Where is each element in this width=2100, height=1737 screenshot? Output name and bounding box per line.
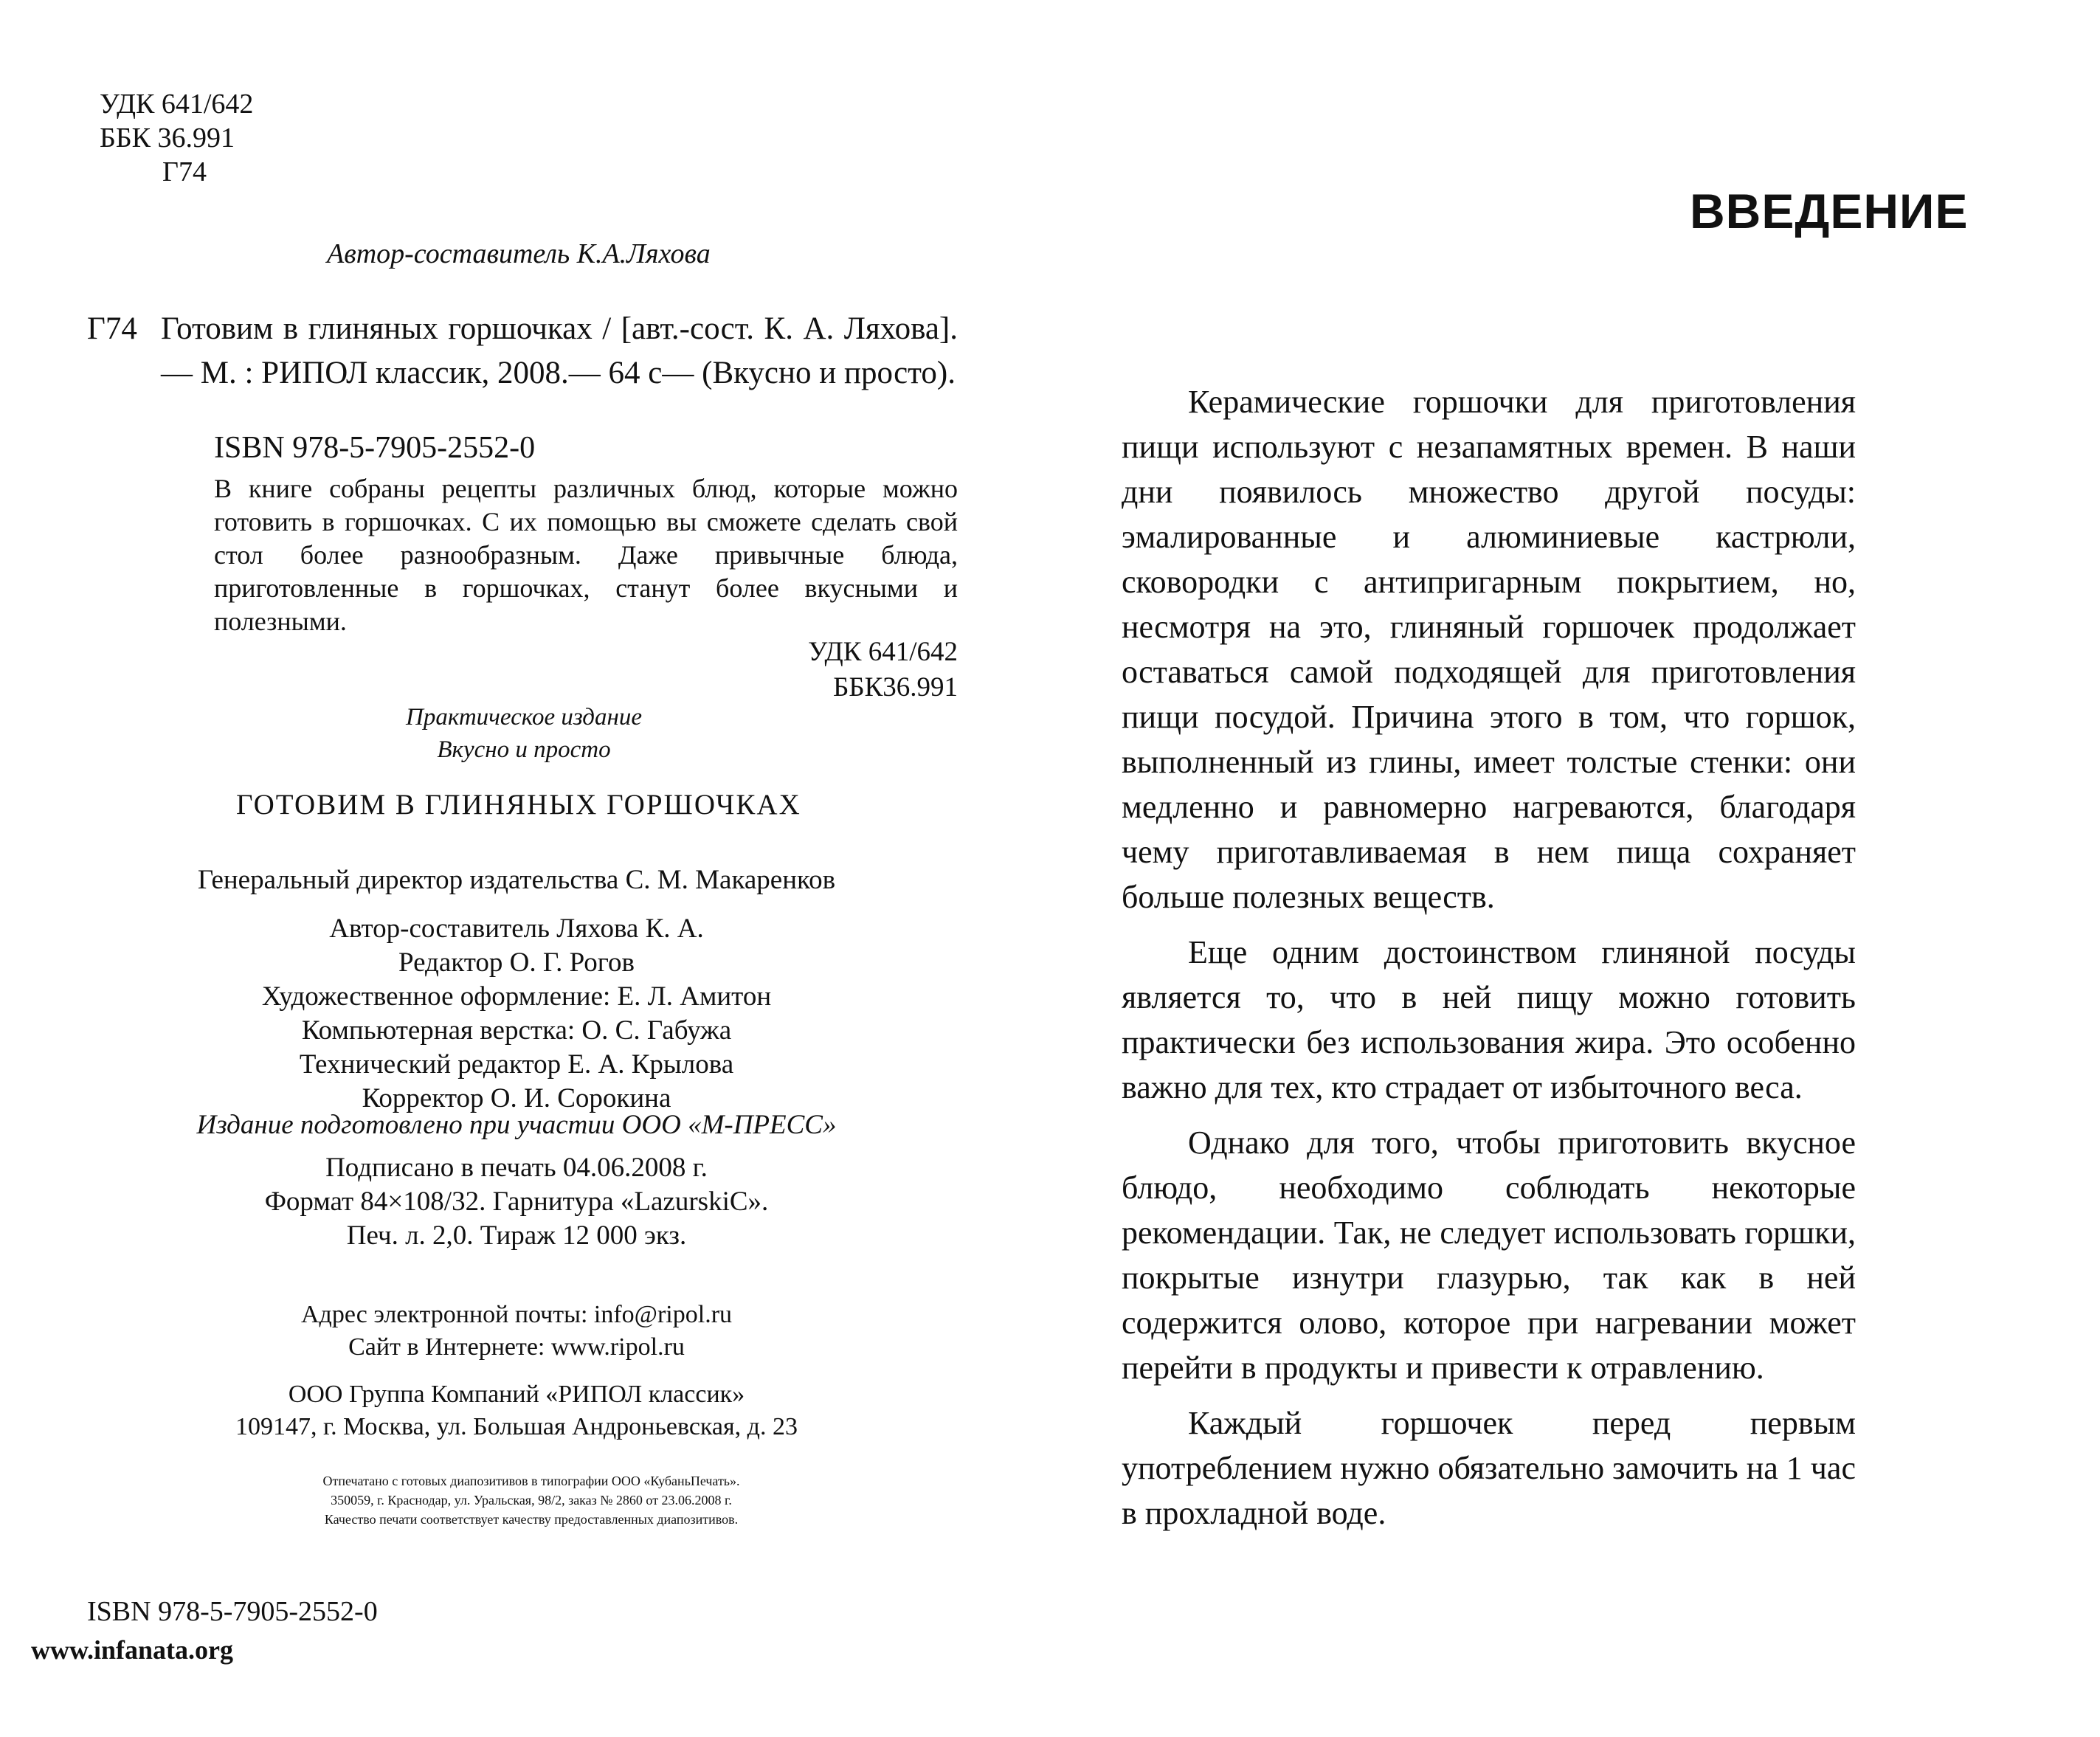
staff-list [148,912,885,1116]
staff-line: Автор-составитель Ляхова К. А. [329,914,704,944]
udk-right-line: УДК 641/642 [808,637,958,667]
paragraph: Еще одним достоинством глиняной посуды является то, что в ней пищу можно готовить практически без использования жира. Это особенно важно для тех, кто страдает от избыточного веса. [1122,934,1856,1105]
staff-line: Технический редактор Е. А. Крылова [299,1049,734,1080]
contacts [148,1299,885,1364]
printing-line: Отпечатано с готовых диапозитивов в типографии ООО «КубаньПечать». [322,1474,740,1488]
biblio-code: Г74 [87,311,137,346]
edition-type-line: Практическое издание [406,704,642,731]
paragraph: Керамические горшочки для приготовления пищи используют с незапамятных времен. В наши дни появилось множество другой посуды: эмалированные и алюминиевые кастрюли, сковородки с антипригарным покрытием, но, несмотря на это, глиняный горшочек продолжает оставаться самой подходящей для приготовления пищи посудой. Причина этого в том, что горшок, выполненный из глины, имеет толстые стенки: они медленно и равномерно нагреваются, благодаря чему приготавливаемая в нем пища сохраняет больше полезных веществ. [1122,384,1856,915]
director-line [148,863,885,897]
classification-codes [100,87,253,189]
paragraph: Однако для того, чтобы приготовить вкусное блюдо, необходимо соблюдать некоторые рекомендации. Так, не следует использовать горшки, покрытые изнутри глазурью, так как в ней содержится олово, которое при нагревании может перейти в продукты и привести к отравлению. [1122,1125,1856,1386]
author-sign: Г74 [162,156,207,187]
site-watermark: www.infanata.org [31,1635,234,1665]
print-info [148,1151,885,1253]
printing-note [266,1471,797,1529]
book-title: ГОТОВИМ В ГЛИНЯНЫХ ГОРШОЧКАХ [236,789,801,821]
author-compiler: Автор-составитель К.А.Ляхова [327,238,711,269]
page-title: ВВЕДЕНИЕ [1690,184,1969,238]
isbn: ISBN 978-5-7905-2552-0 [214,431,536,465]
publisher-address: 109147, г. Москва, ул. Большая Андроньевская, д. 23 [235,1413,798,1440]
staff-line: Компьютерная верстка: О. С. Габужа [301,1015,732,1046]
series-name: Вкусно и просто [437,736,611,763]
udk-code: УДК 641/642 [100,89,254,120]
annotation: В книге собраны рецепты различных блюд, которые можно готовить в горшочках. С их помощью вы сможете сделать свой стол более разнообразным. Даже привычные блюда, приготовленные в горшочках, станут более вкусными и полезными. [214,474,958,636]
director: Генеральный директор издательства С. М. Макаренков [197,865,836,895]
prepared-with-line: Издание подготовлено при участии ООО «М-ПРЕСС» [196,1110,837,1140]
publisher [148,1378,885,1443]
print-line: Печ. л. 2,0. Тираж 12 000 экз. [346,1220,687,1251]
bbk-right-line: ББК36.991 [833,672,958,702]
print-line: Формат 84×108/32. Гарнитура «LazurskiC». [264,1187,769,1217]
intro-text [1122,379,1856,1546]
website-line: Сайт в Интернете: www.ripol.ru [348,1333,685,1361]
email-line: Адрес электронной почты: info@ripol.ru [300,1301,733,1328]
staff-line: Редактор О. Г. Рогов [398,947,635,978]
print-line: Подписано в печать 04.06.2008 г. [325,1153,708,1183]
printing-line: Качество печати соответствует качеству предоставленных диапозитивов. [324,1512,739,1527]
udk-right [767,635,958,705]
biblio-text: Готовим в глиняных горшочках / [авт.-сост. К. А. Ляхова].— М. : РИПОЛ классик, 2008.— 64 с— (Вкусно и просто). [161,311,958,390]
staff-line: Корректор О. И. Сорокина [362,1083,671,1113]
staff-line: Художественное оформление: Е. Л. Амитон [261,981,772,1012]
prepared-with [148,1108,885,1142]
publisher-name: ООО Группа Компаний «РИПОЛ классик» [288,1381,745,1408]
bbk-code: ББК 36.991 [100,122,235,153]
isbn-bottom: ISBN 978-5-7905-2552-0 [87,1596,378,1627]
paragraph: Каждый горшочек перед первым употреблением нужно обязательно замочить на 1 час в прохладной воде. [1122,1405,1856,1531]
edition-type [317,701,730,766]
printing-line: 350059, г. Краснодар, ул. Уральская, 98/2, заказ № 2860 от 23.06.2008 г. [331,1493,732,1508]
